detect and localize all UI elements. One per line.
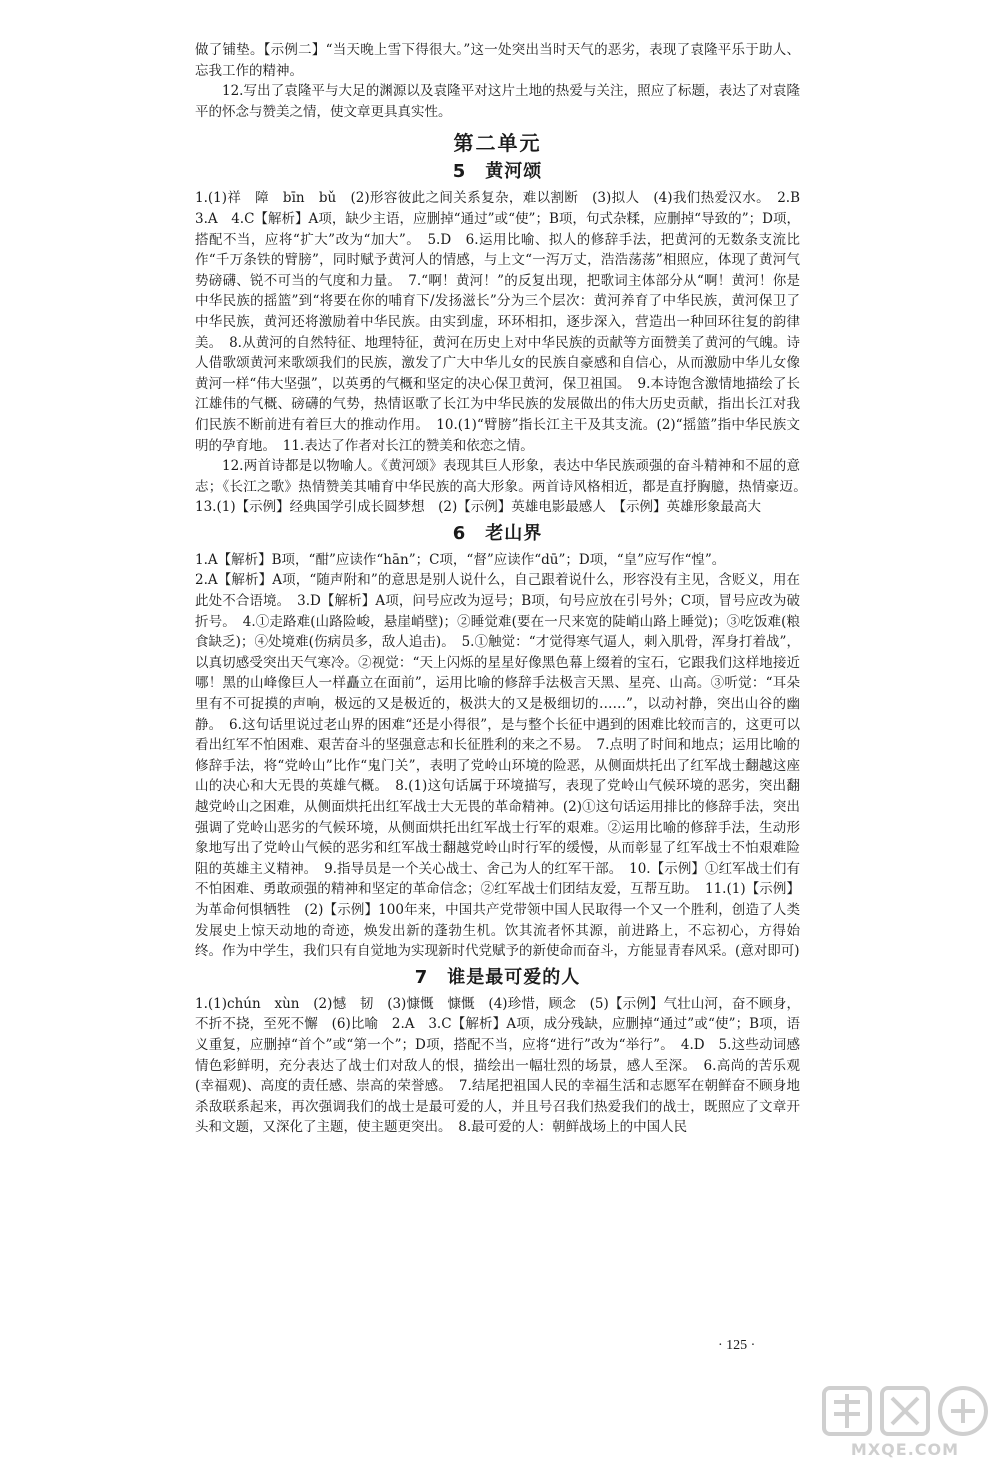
answer-page bbox=[195, 40, 814, 1138]
paragraph: 12.两首诗都是以物喻人。《黄河颂》表现其巨人形象，表达中华民族顽强的奋斗精神和不屈的意志；《长江之歌》热情赞美其哺育中华民族的高大形象。两首诗风格相近，都是直抒胸臆，热情豪迈。 13.(1)【示例】经典国学引成长圆梦想 (2)【示例】英雄电影最感人 【示例】英雄形象最高大 bbox=[195, 458, 814, 516]
watermark-logo bbox=[820, 1380, 990, 1465]
lesson-title: 7 谁是最可爱的人 bbox=[414, 966, 581, 988]
watermark-icon bbox=[820, 1380, 990, 1440]
paragraph: 2.A【解析】A项，“随声附和”的意思是别人说什么，自己跟着说什么，形容没有主见，含贬义，用在此处不合语境。 3.D【解析】A项，问号应改为逗号；B项，句号应放在引号外；C项，冒号应改为破折号。 4.①走路难(山路险峻，悬崖峭壁)；②睡觉难(要在一尺来宽的陡峭山路上睡觉)；③吃饭难(粮食缺乏)；④处境难(伤病员多，敌人追击)。 5.①触觉：“才觉得寒气逼人，刺入肌骨，浑身打着战”，以真切感受突出天气寒冷。②视觉：“天上闪烁的星星好像黑色幕上缀着的宝石，它跟我们这样地接近哪！黑的山峰像巨人一样矗立在面前”，运用比喻的修辞手法极言天黑、星亮、山高。③听觉：“耳朵里有不可捉摸的声响，极远的又是极近的，极洪大的又是极细切的……”，以动衬静，突出山谷的幽静。 6.这句话里说过老山界的困难“还是小得很”，是与整个长征中遇到的困难比较而言的，这更可以看出红军不怕困难、艰苦奋斗的坚强意志和长征胜利的来之不易。 7.点明了时间和地点；运用比喻的修辞手法，将“党岭山”比作“鬼门关”，表明了党岭山环境的险恶，从侧面烘托出了红军战士翻越这座山的决心和大无畏的英雄气概。 8.(1)这句话属于环境描写，表现了党岭山气候环境的恶劣，突出翻越党岭山之困难，从侧面烘托出红军战士大无畏的革命精神。(2)①这句话运用排比的修辞手法，突出强调了党岭山恶劣的气候环境，从侧面烘托出红军战士行军的艰难。②运用比喻的修辞手法，生动形象地写出了党岭山气候的恶劣和红军战士翻越党岭山时行军的缓慢，从而彰显了红军战士不怕艰难险阻的英雄主义精神。 9.指导员是一个关心战士、舍己为人的红军干部。 10.【示例】①红军战士们有不怕困难、勇敢顽强的精神和坚定的革命信念；②红军战士们团结友爱，互帮互助。 11.(1)【示例】为革命何惧牺牲 (2)【示例】100年来，中国共产党带领中国人民取得一个又一个胜利，创造了人类发展史上惊天动地的奇迹，焕发出新的蓬勃生机。饮其流者怀其源，前进路上，不忘初心，方得始终。作为中学生，我们只有自觉地为实现新时代党赋予的新使命而奋斗，方能显青春风采。(意对即可) bbox=[195, 572, 800, 960]
paragraph: 1.(1)祥 障 bīn bǔ (2)形容彼此之间关系复杂，难以割断 (3)拟人 (4)我们热爱汉水。 2.B 3.A 4.C【解析】A项，缺少主语，应删掉“通过”或“使”；B项，句式杂糅，应删掉“导致的”；D项，搭配不当，应将“扩大”改为“加大”。 5.D 6.运用比喻、拟人的修辞手法，把黄河的无数条支流比作“千万条铁的臂膀”，同时赋予黄河人的情感，与上文“一泻万丈，浩浩荡荡”相照应，体现了黄河气势磅礴、锐不可当的气度和力量。 7.“啊！黄河！”的反复出现，把歌词主体部分从“啊！黄河！你是中华民族的摇篮”到“将要在你的哺育下/发扬滋长”分为三个层次：黄河养育了中华民族，黄河保卫了中华民族，黄河还将激励着中华民族。由实到虚，环环相扣，逐步深入，营造出一种回环往复的韵律美。 8.从黄河的自然特征、地理特征，黄河在历史上对中华民族的贡献等方面赞美了黄河的气魄。诗人借歌颂黄河来歌颂我们的民族，激发了广大中华儿女的民族自豪感和自信心，从而激励中华儿女像黄河一样“伟大坚强”，以英勇的气概和坚定的决心保卫黄河，保卫祖国。 9.本诗饱含激情地描绘了长江雄伟的气概、磅礴的气势，热情讴歌了长江为中华民族的发展做出的伟大历史贡献，指出长江对我们民族不断前进有着巨大的推动作用。 10.(1)“臂膀”指长江主干及其支流。(2)“摇篮”指中华民族文明的孕育地。 11.表达了作者对长江的赞美和依恋之情。 bbox=[195, 190, 814, 454]
watermark-url: MXQE.COM bbox=[850, 1440, 960, 1459]
unit-title: 第二单元 bbox=[453, 131, 542, 156]
paragraph: 12.写出了袁隆平与大足的渊源以及袁隆平对这片土地的热爱与关注，照应了标题，表达了对袁隆平的怀念与赞美之情，使文章更具真实性。 bbox=[195, 83, 800, 120]
page-number: · 125 · bbox=[718, 1338, 756, 1353]
paragraph: 1.(1)chún xùn (2)憾 韧 (3)慷慨 慷慨 (4)珍惜，顾念 (5)【示例】气壮山河，奋不顾身，不折不挠，至死不懈 (6)比喻 2.A 3.C【解析】A项，成分残缺，应删掉“通过”或“使”；B项，语义重复，应删掉“首个”或“第一个”；D项，搭配不当，应将“进行”改为“举行”。 4.D 5.这些动词感情色彩鲜明，充分表达了战士们对敌人的恨，描绘出一幅壮烈的场景，感人至深。 6.高尚的苦乐观(幸福观)、高度的责任感、崇高的荣誉感。 7.结尾把祖国人民的幸福生活和志愿军在朝鲜奋不顾身地杀敌联系起来，再次强调我们的战士是最可爱的人，并且号召我们热爱我们的战士，既照应了文章开头和文题，又深化了主题，使主题更突出。 8.最可爱的人：朝鲜战场上的中国人民 bbox=[195, 995, 800, 1136]
paragraph: 做了铺垫。【示例二】“当天晚上雪下得很大。”这一处突出当时天气的恶劣，表现了袁隆平乐于助人、忘我工作的精神。 bbox=[195, 42, 800, 79]
lesson-title: 6 老山界 bbox=[452, 522, 543, 544]
lesson-title: 5 黄河颂 bbox=[452, 161, 543, 183]
paragraph: 1.A【解析】B项，“酣”应读作“hān”；C项，“督”应读作“dū”；D项，“皇”应写作“惶”。 bbox=[195, 551, 726, 568]
